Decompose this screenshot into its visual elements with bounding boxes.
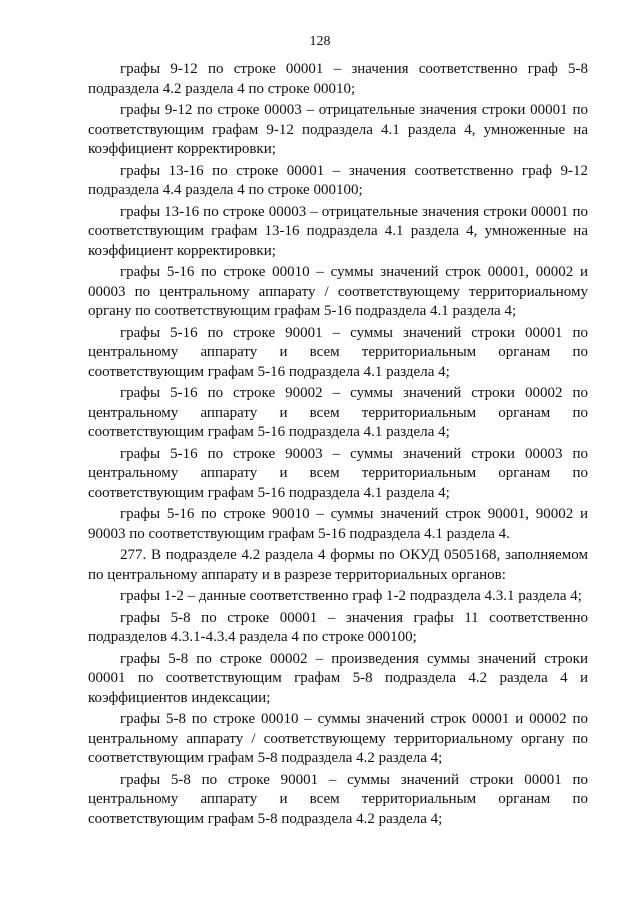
paragraph: графы 1-2 – данные соответственно граф 1-2 подраздела 4.3.1 раздела 4;: [120, 588, 582, 604]
paragraph: графы 5-16 по строке 90010 – суммы значений строк 90001, 90002 и 90003 по соответствующим графам 5-16 подраздела 4.1 раздела 4.: [88, 506, 588, 542]
paragraph: графы 5-16 по строке 90002 – суммы значений строки 00002 по центральному аппарату и всем территориальным органам по соответствующим графам 5-16 подраздела 4.1 раздела 4;: [88, 385, 588, 440]
paragraph: графы 9-12 по строке 00001 – значения соответственно граф 5-8 подраздела 4.2 раздела 4 по строке 00010;: [88, 61, 588, 97]
paragraph: графы 9-12 по строке 00003 – отрицательные значения строки 00001 по соответствующим графам 9-12 подраздела 4.1 раздела 4, умноженные на коэффициент корректировки;: [88, 102, 588, 157]
paragraph: графы 5-8 по строке 00002 – произведения суммы значений строки 00001 по соответствующим графам 5-8 подраздела 4.2 раздела 4 и коэффициентов индексации;: [88, 650, 588, 706]
paragraph: графы 5-16 по строке 90001 – суммы значений строки 00001 по центральному аппарату и всем территориальным органам по соответствующим графам 5-16 подраздела 4.1 раздела 4;: [88, 324, 588, 380]
paragraph: 277. В подразделе 4.2 раздела 4 формы по ОКУД 0505168, заполняемом по центральному аппарату и в разрезе территориальных органов:: [88, 547, 588, 583]
document-body: [88, 60, 588, 831]
paragraph: графы 5-8 по строке 00010 – суммы значений строк 00001 и 00002 по центральному аппарату / соответствующему территориальному органу по соответствующим графам 5-8 подраздела 4.2 раздела 4;: [88, 711, 588, 766]
paragraph: графы 5-8 по строке 00001 – значения графы 11 соответственно подразделов 4.3.1-4.3.4 раздела 4 по строке 000100;: [88, 609, 588, 645]
paragraph: графы 13-16 по строке 00003 – отрицательные значения строки 00001 по соответствующим графам 13-16 подраздела 4.1 раздела 4, умноженные на коэффициент корректировки;: [88, 203, 588, 259]
paragraph: графы 5-16 по строке 90003 – суммы значений строки 00003 по центральному аппарату и всем территориальным органам по соответствующим графам 5-16 подраздела 4.1 раздела 4;: [88, 445, 588, 501]
paragraph: графы 5-16 по строке 00010 – суммы значений строк 00001, 00002 и 00003 по центральному аппарату / соответствующему территориальному органу по соответствующим графам 5-16 подраздела 4.1 раздела 4;: [88, 264, 588, 319]
page-number: 128: [309, 34, 331, 49]
paragraph: графы 13-16 по строке 00001 – значения соответственно граф 9-12 подраздела 4.4 раздела 4 по строке 000100;: [88, 162, 588, 198]
paragraph: графы 5-8 по строке 90001 – суммы значений строки 00001 по центральному аппарату и всем территориальным органам по соответствующим графам 5-8 подраздела 4.2 раздела 4;: [88, 771, 588, 827]
